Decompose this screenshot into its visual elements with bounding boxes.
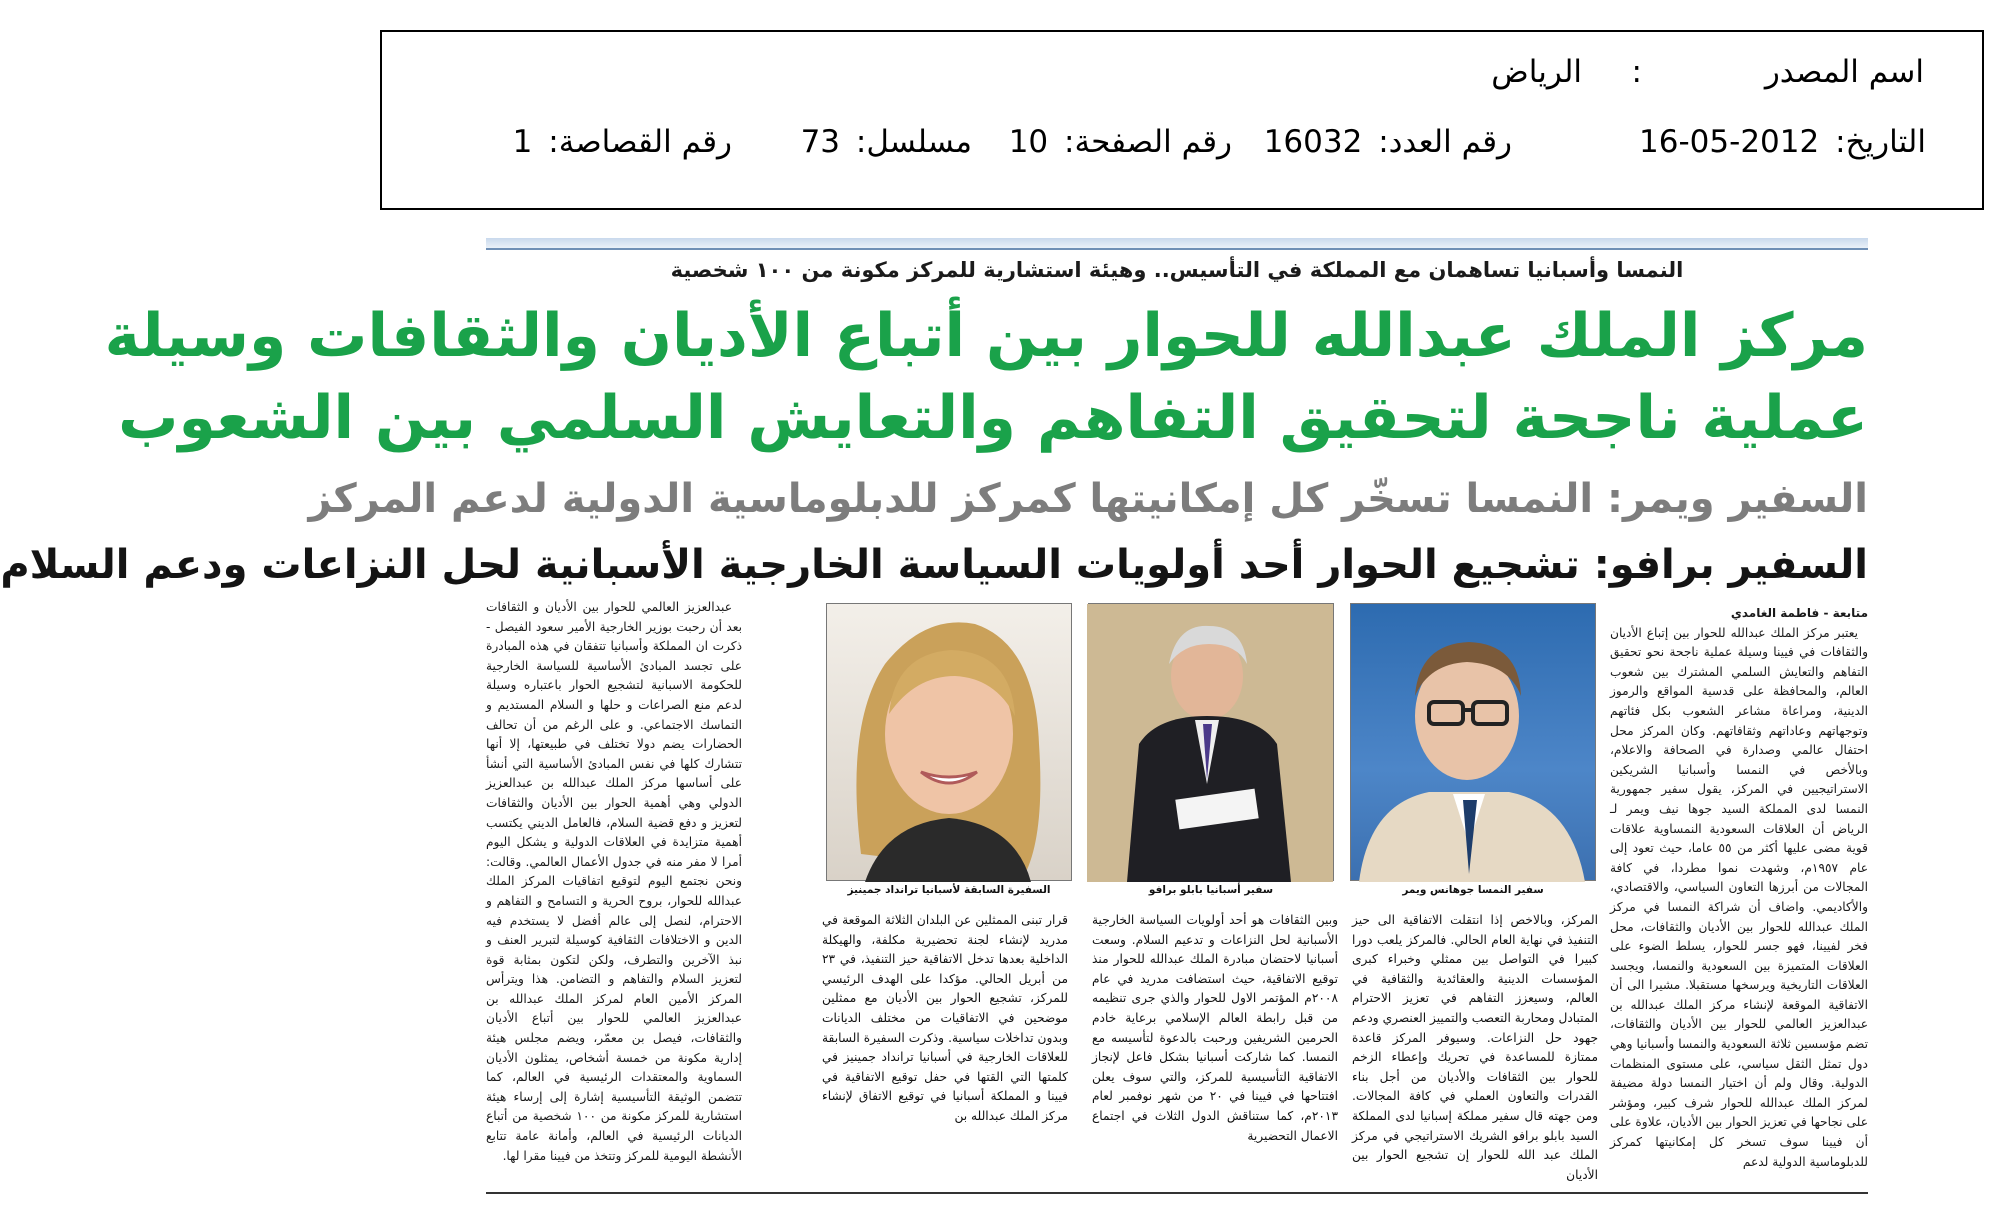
column-4-text: عبدالعزيز العالمي للحوار بين الأديان و الثقافات بعد أن رحبت بوزير الخارجية الأمير سعود الفيصل - ذكرت ان المملكة وأسبانيا تتفقان في هذه المبادرة على تجسد المبادئ الأساسية للسياسة الخارجية للحكومة الاسبانية لتشجيع الحوار باعتباره وسيلة لدعم منع الصراعات و حلها و السلام المستديم و التماسك الاجتماعي. و على الرغم من أن تحالف الحضارات يضم دولا تختلف في طبيعتها، إلا أنها تتشارك كلها في نفس المبادئ الأساسية التي أنشأ على أساسها مركز الملك عبدالله بن عبدالعزيز الدولي وهي أهمية الحوار بين الأديان والثقافات لتعزيز و دفع قضية السلام، فالعامل الديني يكتسب أهمية متزايدة في العلاقات الدولية و يشكل اليوم أمرا لا مفر منه في جدول الأعمال العالمي. وقالت: ونحن نجتمع اليوم لتوقيع اتفاقيات المركز الملك عبدالله للحوار، بروح الحرية و التسامح و التفاهم و الاحترام، لنصل إلى عالم أفضل لا يستخدم فيه الدين و الاختلافات الثقافية كوسيلة لتبرير العنف و نبذ الآخرين والتطرف، ولكن لتكون بمثابة قوة لتعزيز السلام والتفاهم و التضامن. هذا ويترأس المركز الأمين العام لمركز الملك عبدالله بن عبدالعزيز العالمي للحوار بين أتباع الأديان والثقافات، فيصل بن معمّر، ويضم مجلس هيئة إدارية مكونة من خمسة أشخاص، يمثلون الأديان السماوية والمعتقدات الرئيسية في العالم، كما تتضمن الوثيقة التأسيسية إشارة إلى إرساء هيئة استشارية للمركز مكونة من ١٠٠ شخصية من أتباع الديانات الرئيسية في العالم، وأمانة عامة تتابع الأنشطة اليومية للمركز وتتخذ من فيينا مقرا لها. bbox=[486, 600, 742, 1163]
column-5-text: قرار تبنى الممثلين عن البلدان الثلاثة الموقعة في مدريد لإنشاء لجنة تحضيرية مكلفة، والهيكلة الداخلية بعدها تدخل الاتفاقية حيز التنفيذ، في ٢٣ من أبريل الحالي. مؤكدا على الهدف الرئيسي للمركز، تشجيع الحوار بين الأديان مع ممثلين موضحين في الاتفاقيات من مختلف الديانات وبدون تداخلات سياسية. وذكرت السفيرة السابقة للعلاقات الخارجية في أسبانيا ترانداد جمينيز في كلمتها التي القتها في حفل توقيع الاتفاقية في فيينا و المملكة أسبانيا في توقيع الاتفاق لإنشاء مركز الملك عبدالله بن bbox=[822, 913, 1068, 1123]
newspaper-clipping bbox=[0, 236, 1868, 1196]
clipping-info-box bbox=[380, 30, 1984, 210]
article-column-2 bbox=[1352, 911, 1598, 1201]
top-divider bbox=[486, 238, 1868, 248]
clip-number-field bbox=[513, 124, 732, 160]
subheadline-austria: السفير ويمر: النمسا تسخّر كل إمكانيتها كمركز للدبلوماسية الدولية لدعم المركز bbox=[308, 476, 1868, 522]
headline-line-1: مركز الملك عبدالله للحوار بين أتباع الأديان والثقافات وسيلة bbox=[104, 301, 1868, 371]
serial-value: 73 bbox=[800, 124, 841, 160]
source-colon: : bbox=[1631, 54, 1642, 90]
article-byline: متابعة - فاطمة الغامدي bbox=[1730, 606, 1868, 620]
headline-line-2: عملية ناجحة لتحقيق التفاهم والتعايش السلمي بين الشعوب bbox=[118, 383, 1868, 453]
photo-caption-1: سفير النمسا جوهانس ويمر bbox=[1402, 884, 1544, 896]
serial-label: مسلسل: bbox=[855, 124, 972, 160]
column-3-text: وبين الثقافات هو أحد أولويات السياسة الخارجية الأسبانية لحل النزاعات و تدعيم السلام. وسعت أسبانيا لاحتضان مبادرة الملك عبدالله للحوار منذ توقيع الاتفاقية، حيث استضافت مدريد في عام ٢٠٠٨م المؤتمر الاول للحوار والذي جرى تنظيمه من قبل رابطة العالم الإسلامي برعاية خادم الحرمين الشريفين ورحبت بالدعوة لتأسيسه مع النمسا. كما شاركت أسبانيا بشكل فاعل لإنجاز الاتفاقية التأسيسية للمركز، والتي سوف يعلن افتتاحها في فيينا في ٢٠ من شهر نوفمبر لعام ٢٠١٣م، كما ستناقش الدول الثلاث في اجتماع الاعمال التحضيرية bbox=[1092, 913, 1339, 1143]
article-column-4 bbox=[486, 598, 742, 1188]
photo-spain-ambassador bbox=[1088, 603, 1334, 881]
photo-austria-ambassador bbox=[1350, 603, 1596, 881]
clip-number-value: 1 bbox=[512, 124, 533, 160]
date-label: التاريخ: bbox=[1835, 124, 1926, 160]
photo-caption-3: السفيرة السابقة لأسبانيا ترانداد جمينيز bbox=[847, 884, 1051, 896]
article-column-3 bbox=[1092, 911, 1338, 1201]
portrait-woman-icon bbox=[825, 604, 1071, 882]
page-label: رقم الصفحة: bbox=[1064, 124, 1232, 160]
issue-value: 16032 bbox=[1263, 124, 1363, 160]
date-field bbox=[1639, 124, 1926, 160]
clip-number-label: رقم القصاصة: bbox=[548, 124, 732, 160]
date-value: 2012-05-16 bbox=[1639, 124, 1820, 160]
source-value: الرياض bbox=[1491, 54, 1582, 90]
issue-label: رقم العدد: bbox=[1378, 124, 1512, 160]
portrait-man-glasses-icon bbox=[1349, 604, 1595, 882]
serial-field bbox=[801, 124, 972, 160]
column-2-text: المركز، وبالاخص إذا انتقلت الاتفاقية الى حيز التنفيذ في نهاية العام الحالي. فالمركز يلعب دورا كبيرا في التواصل بين ممثلي وخبراء كبرى المؤسسات الدينية والعقائدية والثقافية في العالم، وسيعزز التفاهم في تعزيز الاحترام المتبادل ومحاربة التعصب والتمييز العنصري ودعم جهود حل النزاعات. وسيوفر المركز قاعدة ممتازة للمساعدة في تحريك وإعطاء الزخم للحوار بين الثقافات والأديان من أجل بناء القدرات والتعاون العملي في كافة المجالات. ومن جهته قال سفير مملكة إسبانيا لدى المملكة السيد بابلو برافو الشريك الاستراتيجي في مركز الملك عبد الله للحوار إن تشجيع الحوار بين الأديان bbox=[1352, 913, 1598, 1182]
page-value: 10 bbox=[1008, 124, 1049, 160]
issue-field bbox=[1264, 124, 1512, 160]
column-1-text: يعتبر مركز الملك عبدالله للحوار بين إتباع الأديان والثقافات في فيينا وسيلة عملية ناجحة نحو تحقيق التفاهم والتعايش السلمي المشترك بين شعوب العالم، والمحافظة على قدسية المواقع والرموز الدينية، ومراعاة مشاعر الشعوب بكل فئاتهم وتوجهاتهم وعاداتهم وثقافاتهم. وكان المركز محل احتفال عالمي وصدارة في الصحافة والاعلام، وبالأخص في النمسا وأسبانيا الشريكين الاستراتيجيين في المركز، يقول سفير جمهورية النمسا لدى المملكة السيد جوها نيف ويمر لـ الرياض أن العلاقات السعودية النمساوية علاقات قوية مضى عليها أكثر من ٥٥ عاما، حيث تعود إلى عام ١٩٥٧م، وشهدت نموا مطردا، في كافة المجالات من أبرزها التعاون السياسي، والاقتصادي، والأكاديمي. واضاف أن شراكة النمسا في مركز الملك عبدالله للحوار بين الأديان والثقافات، محل فخر لفيينا، فهو جسر للحوار، يسلط الضوء على العلاقات المتميزة بين السعودية والنمسا، ويجسد العلاقات التاريخية ويرسخها مستقبلا. مشيرا الى أن الاتفاقية الموقعة لإنشاء مركز الملك عبدالله بن عبدالعزيز العالمي للحوار بين الأديان والثقافات، تضم مؤسسين ثلاثة السعودية والنمسا وأسبانيا وهي دول تمثل الثقل سياسي، على مستوى المنظمات الدولية. وقال ولم أن اختيار النمسا دولة مضيفة لمركز الملك عبدالله للحوار شرف كبير، ومؤشر على نجاحها في تعزيز الحوار بين الأديان، علاوة على أن فيينا سوف تسخر كل إمكانيتها كمركز للدبلوماسية الدولية لدعم bbox=[1610, 625, 1868, 1169]
article-kicker: النمسا وأسبانيا تساهمان مع المملكة في التأسيس.. وهيئة استشارية للمركز مكونة من ١٠٠ شخصية bbox=[670, 258, 1684, 282]
photo-caption-2: سفير أسبانيا بابلو برافو bbox=[1148, 884, 1274, 896]
portrait-seated-man-icon bbox=[1087, 604, 1333, 882]
photo-former-ambassador bbox=[826, 603, 1072, 881]
page-field bbox=[1009, 124, 1232, 160]
article-column-1 bbox=[1610, 604, 1868, 1194]
subheadline-spain: السفير برافو: تشجيع الحوار أحد أولويات السياسة الخارجية الأسبانية لحل النزاعات ودعم السلام bbox=[0, 542, 1868, 588]
article-column-5 bbox=[822, 911, 1068, 1201]
source-label: اسم المصدر bbox=[1764, 54, 1924, 90]
bottom-divider bbox=[486, 1192, 1868, 1194]
